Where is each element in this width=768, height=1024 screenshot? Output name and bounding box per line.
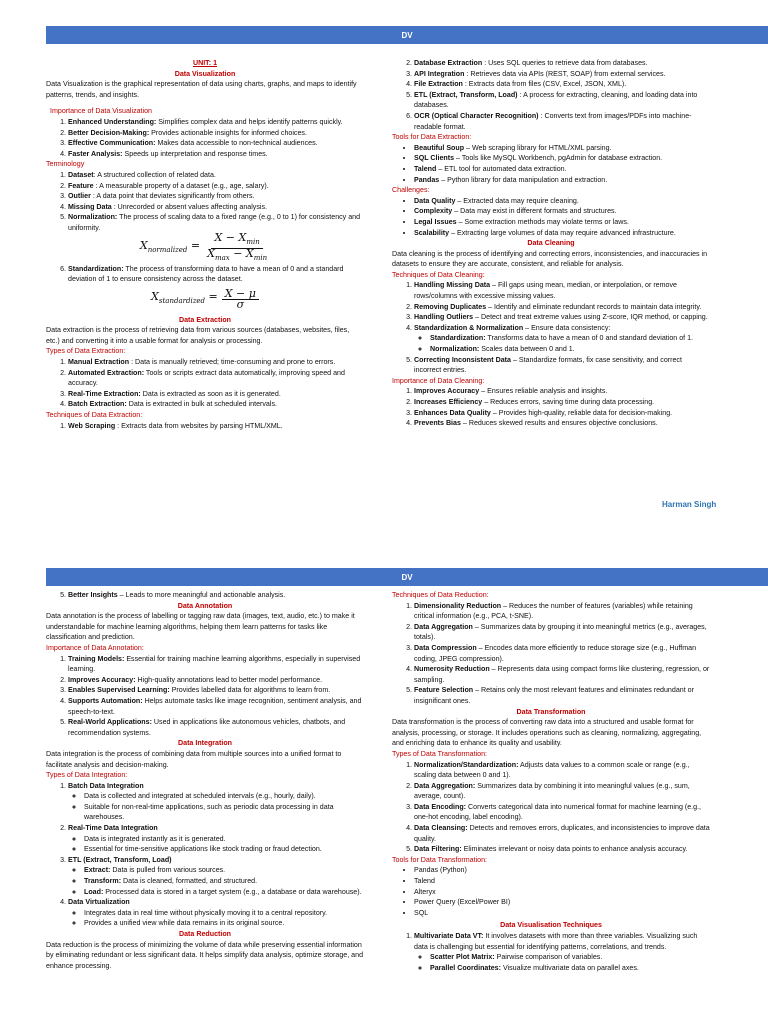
list-item: • Talend – ETL tool for automated data extraction. (414, 164, 710, 175)
list-item: 5. Real-World Applications: Used in applications like autonomous vehicles, chatbots, and recommendation systems. (68, 717, 364, 738)
sublist (68, 791, 364, 823)
list-item: 4. Numerosity Reduction – Represents data using compact forms like clustering, regression, or sampling. (414, 664, 710, 685)
header-label: DV (401, 572, 413, 582)
transformation-tools-heading: Tools for Data Transformation: (392, 855, 488, 864)
list-item: 1. Normalization/Standardization: Adjusts data values to a common scale or range (e.g., scaling data between 0 and 1). (414, 760, 710, 781)
list-item: ◦ Suitable for non-real-time applications, such as periodic data processing in data warehouses. (84, 802, 364, 823)
list-item: • Scalability – Extracting large volumes of data may require advanced infrastructure. (414, 228, 710, 239)
list-item: 1. Dimensionality Reduction – Reduces the number of features (variables) while retaining critical information (e.g., PCA, t-SNE). (414, 601, 710, 622)
list-item: 3. ETL (Extract, Transform, Load) ◦ Extract: Data is pulled from various sources. ◦ Transform: Data is cleaned, formatted, and structured. ◦ Load: Processed data is stored in a target system (e.g., a database or data warehouse). (68, 855, 364, 897)
list-item: • SQL (414, 908, 710, 919)
page2-header-band (46, 568, 768, 586)
extraction-types-list (46, 357, 364, 410)
extraction-techniques-list (46, 421, 364, 432)
importance-heading: Importance of Data Visualization (50, 107, 152, 116)
list-item: ◦ Parallel Coordinates: Visualize multivariate data on parallel axes. (430, 963, 710, 974)
list-item: ◦ Load: Processed data is stored in a target system (e.g., a database or data warehouse). (84, 887, 364, 898)
list-item: ◦ Standardization: Transforms data to have a mean of 0 and standard deviation of 1. (430, 333, 710, 344)
list-item: 3. Handling Outliers – Detect and treat extreme values using Z-score, IQR method, or capping. (414, 312, 710, 323)
cleaning-techniques-list (392, 280, 710, 375)
list-item: • Complexity – Data may exist in different formats and structures. (414, 206, 710, 217)
cleaning-definition: Data cleaning is the process of identifying and correcting errors, inconsistencies, and inaccuracies in datasets to ensure they are accurate, consistent, and reliable for analysis. (392, 249, 708, 269)
extraction-techniques-heading: Techniques of Data Extraction: (46, 411, 143, 420)
list-item: ◦ Extract: Data is pulled from various sources. (84, 865, 364, 876)
vis-techniques-list (392, 931, 710, 973)
reduction-techniques-heading: Techniques of Data Reduction: (392, 591, 489, 599)
challenges-list (392, 196, 710, 238)
list-item: 4. Standardization & Normalization – Ensure data consistency: ◦ Standardization: Transforms data to have a mean of 0 and standard deviation of 1. ◦ Normalization: Scales data between 0 and 1. (414, 323, 710, 355)
std-norm-sublist (414, 333, 710, 354)
author-name: Harman Singh (662, 500, 717, 509)
list-item: ◦ Essential for time-sensitive applications like stock trading or fraud detection. (84, 844, 364, 855)
page2-right-column (392, 590, 710, 1024)
list-item: ◦ Scatter Plot Matrix: Pairwise comparison of variables. (430, 952, 710, 963)
page1-right-column (392, 58, 710, 498)
list-item: • Legal Issues – Some extraction methods may violate terms or laws. (414, 217, 710, 228)
list-item: 3. Enhances Data Quality – Provides high-quality, reliable data for decision-making. (414, 408, 710, 419)
integration-types-heading: Types of Data Integration: (46, 771, 128, 780)
list-item: 4. Data Virtualization ◦ Integrates data in real time without physically moving it to a central repository. ◦ Provides a unified view while data remains in its original source. (68, 897, 364, 929)
extraction-tools-heading: Tools for Data Extraction: (392, 133, 472, 142)
list-item: 3. Effective Communication: Makes data accessible to non-technical audiences. (68, 138, 364, 149)
list-item: ◦ Transform: Data is cleaned, formatted, and structured. (84, 876, 364, 887)
list-item: 2. Better Decision-Making: Provides actionable insights for informed choices. (68, 128, 364, 139)
transformation-types-list (392, 760, 710, 855)
terminology-heading: Terminology (46, 160, 85, 169)
list-item: 2. Increases Efficiency – Reduces errors, saving time during data processing. (414, 397, 710, 408)
list-item: ◦ Integrates data in real time without physically moving it to a central repository. (84, 908, 364, 919)
dv-heading: Data Visualization (174, 69, 236, 78)
list-item: 1. Training Models: Essential for training machine learning algorithms, especially in supervised learning. (68, 654, 364, 675)
list-item: 4. Prevents Bias – Reduces skewed results and ensures objective conclusions. (414, 418, 710, 429)
list-item: 1. Web Scraping : Extracts data from websites by parsing HTML/XML. (68, 421, 364, 432)
list-item: 3. Data Compression – Encodes data more efficiently to reduce storage size (e.g., Huffman coding, JPEG compression). (414, 643, 710, 664)
list-item: • Beautiful Soup – Web scraping library for HTML/XML parsing. (414, 143, 710, 154)
list-item: 4. File Extraction : Extracts data from files (CSV, Excel, JSON, XML). (414, 79, 710, 90)
integration-heading: Data Integration (178, 739, 232, 748)
list-item: 5. Correcting Inconsistent Data – Standardize formats, fix case sensitivity, and correct incorrect entries. (414, 355, 710, 376)
list-item: • Data Quality – Extracted data may require cleaning. (414, 196, 710, 207)
transformation-types-heading: Types of Data Transformation: (392, 749, 488, 758)
dv-definition: Data Visualization is the graphical representation of data using charts, graphs, and maps to identify patterns, trends, and insights. (46, 80, 357, 99)
list-item: 3. API Integration : Retrieves data via APIs (REST, SOAP) from external services. (414, 69, 710, 80)
extraction-definition: Data extraction is the process of retrieving data from various sources (databases, websites, files, etc.) and converting it into a usable format for analysis or processing. (46, 326, 350, 345)
unit-heading: UNIT: 1 (192, 59, 218, 67)
list-item: 3. Real-Time Extraction: Data is extracted as soon as it is generated. (68, 389, 364, 400)
page-header-band (46, 26, 768, 44)
integration-types-list (46, 781, 364, 929)
integration-definition: Data integration is the process of combining data from multiple sources into a unified format to facilitate analysis and decision-making. (46, 749, 342, 769)
page1-left-column (46, 58, 364, 488)
list-item: 1. Dataset: A structured collection of related data. (68, 170, 364, 181)
list-item: • Talend (414, 876, 710, 887)
sublist (68, 865, 364, 897)
list-item: 1. Manual Extraction : Data is manually retrieved; time-consuming and prone to errors. (68, 357, 364, 368)
list-item: 2. Feature : A measurable property of a dataset (e.g., age, salary). (68, 181, 364, 192)
list-item: 5. Feature Selection – Retains only the most relevant features and eliminates redundant or insignificant ones. (414, 685, 710, 706)
reduction-techniques-list (392, 601, 710, 707)
list-item: 2. Automated Extraction: Tools or scripts extract data automatically, improving speed and accuracy. (68, 368, 364, 389)
list-item: 4. Missing Data : Unrecorded or absent values affecting analysis. (68, 202, 364, 213)
list-item: • SQL Clients – Tools like MySQL Workbench, pgAdmin for database extraction. (414, 153, 710, 164)
list-item: 6. Standardization: The process of transforming data to have a mean of 0 and a standard deviation of 1 to ensure consistency across the dataset. (68, 264, 364, 285)
standardization-list (46, 264, 364, 285)
list-item: 4. Data Cleansing: Detects and removes errors, duplicates, and inconsistencies to improve data quality. (414, 823, 710, 844)
annotation-importance-heading: Importance of Data Annotation: (46, 643, 144, 652)
list-item: • Pandas (Python) (414, 865, 710, 876)
cleaning-importance-heading: Importance of Data Cleaning: (392, 376, 485, 385)
list-item: 2. Data Aggregation: Summarizes data by combining it into meaningful values (e.g., sum, average, count). (414, 781, 710, 802)
list-item: 2. Database Extraction : Uses SQL queries to retrieve data from databases. (414, 58, 710, 69)
extraction-heading: Data Extraction (178, 315, 232, 324)
vis-techniques-heading: Data Visualisation Techniques (500, 921, 602, 930)
list-item: ◦ Provides a unified view while data remains in its original source. (84, 918, 364, 929)
list-item: 5. Data Filtering: Eliminates irrelevant or noisy data points to enhance analysis accuracy. (414, 844, 710, 855)
terminology-list (46, 170, 364, 234)
extraction-types-heading: Types of Data Extraction: (46, 347, 126, 356)
cleaning-techniques-heading: Techniques of Data Cleaning: (392, 270, 485, 279)
list-item: 3. Outlier : A data point that deviates significantly from others. (68, 191, 364, 202)
annotation-heading: Data Annotation (177, 601, 233, 610)
transformation-tools-list (392, 865, 710, 918)
cleaning-heading: Data Cleaning (527, 239, 575, 248)
challenges-heading: Challenges: (392, 186, 430, 195)
list-item: 1. Enhanced Understanding: Simplifies complex data and helps identify patterns quickly. (68, 117, 364, 128)
list-item: • Pandas – Python library for data manipulation and extraction. (414, 175, 710, 186)
standardization-formula: $X_{standardized}$ = $\frac{X - \mu}{\sigma}$ (46, 285, 364, 315)
list-item: ◦ Data is integrated instantly as it is generated. (84, 834, 364, 845)
list-item: 2. Real-Time Data Integration ◦ Data is integrated instantly as it is generated. ◦ Essential for time-sensitive applications like stock trading or fraud detection. (68, 823, 364, 855)
list-item: 3. Data Encoding: Converts categorical data into numerical format for machine learning (e.g., one-hot encoding, label encoding). (414, 802, 710, 823)
sublist (68, 834, 364, 855)
list-item: 2. Improves Accuracy: High-quality annotations lead to better model performance. (68, 675, 364, 686)
annotation-definition: Data annotation is the process of labelling or tagging raw data (images, text, audio, etc.) to make it understandable for machine learning algorithms, helping them learn patterns for tasks like classification and prediction. (46, 612, 355, 642)
page2-left-column (46, 590, 364, 1024)
cleaning-importance-list (392, 386, 710, 428)
list-item: 4. Faster Analysis: Speeds up interpretation and response times. (68, 149, 364, 160)
list-item: ◦ Normalization: Scales data between 0 and 1. (430, 344, 710, 355)
list-item: 1. Handling Missing Data – Fill gaps using mean, median, or interpolation, or remove rows/columns with excessive missing values. (414, 280, 710, 301)
reduction-heading: Data Reduction (178, 930, 232, 938)
extraction-tools-list (392, 143, 710, 185)
list-item: 2. Data Aggregation – Summarizes data by grouping it into meaningful metrics (e.g., averages, totals). (414, 622, 710, 643)
list-item: 3. Enables Supervised Learning: Provides labelled data for algorithms to learn from. (68, 685, 364, 696)
sublist (414, 952, 710, 973)
transformation-heading: Data Transformation (516, 707, 586, 716)
importance-list (46, 117, 364, 159)
reduction-definition: Data reduction is the process of minimizing the volume of data while preserving essential information by eliminating redundant or less significant data. It helps simplify data analysis, optimize storage, and enhance processing. (46, 940, 364, 970)
sublist (68, 908, 364, 929)
list-item: 6. OCR (Optical Character Recognition) : Converts text from images/PDFs into machine-readable format. (414, 111, 710, 132)
transformation-definition: Data transformation is the process of converting raw data into a structured and usable format for analysis, processing, or storage. It includes operations such as cleaning, normalizing, aggregating, and enriching data to enhance its quality and usability. (392, 718, 702, 748)
list-item: 5. Normalization: The process of scaling data to a fixed range (e.g., 0 to 1) for consistency and uniformity. (68, 212, 364, 233)
list-item: ◦ Data is collected and integrated at scheduled intervals (e.g., hourly, daily). (84, 791, 364, 802)
list-item: 1. Batch Data Integration ◦ Data is collected and integrated at scheduled intervals (e.g., hourly, daily). ◦ Suitable for non-real-time applications, such as periodic data processing in data warehouses. (68, 781, 364, 823)
list-item: 2. Removing Duplicates – Identify and eliminate redundant records to maintain data integrity. (414, 302, 710, 313)
list-item: 5. Better Insights – Leads to more meaningful and actionable analysis. (68, 590, 364, 601)
normalization-formula: $X_{normalized}$ = $\frac{X - X_{min}}{X_{max} - X_{min}}$ (139, 231, 268, 263)
cleaning-importance-list-cont (46, 590, 364, 601)
annotation-importance-list (46, 654, 364, 739)
list-item: 4. Batch Extraction: Data is extracted in bulk at scheduled intervals. (68, 399, 364, 410)
header-label: DV (401, 30, 413, 40)
list-item: • Alteryx (414, 887, 710, 898)
list-item: • Power Query (Excel/Power BI) (414, 897, 710, 908)
extraction-techniques-list-cont (392, 58, 710, 132)
list-item: 5. ETL (Extract, Transform, Load) : A process for extracting, cleaning, and loading data into databases. (414, 90, 710, 111)
list-item: 1. Improves Accuracy – Ensures reliable analysis and insights. (414, 386, 710, 397)
list-item: 4. Supports Automation: Helps automate tasks like image recognition, sentiment analysis, and speech-to-text. (68, 696, 364, 717)
list-item: 1. Multivariate Data VT: It involves datasets with more than three variables. Visualizing such data is challenging but essential for identifying patterns, correlations, and trends. ◦ Scatter Plot Matrix: Pairwise comparison of variables. ◦ Parallel Coordinates: Visualize multivariate data on parallel axes. (414, 931, 710, 973)
